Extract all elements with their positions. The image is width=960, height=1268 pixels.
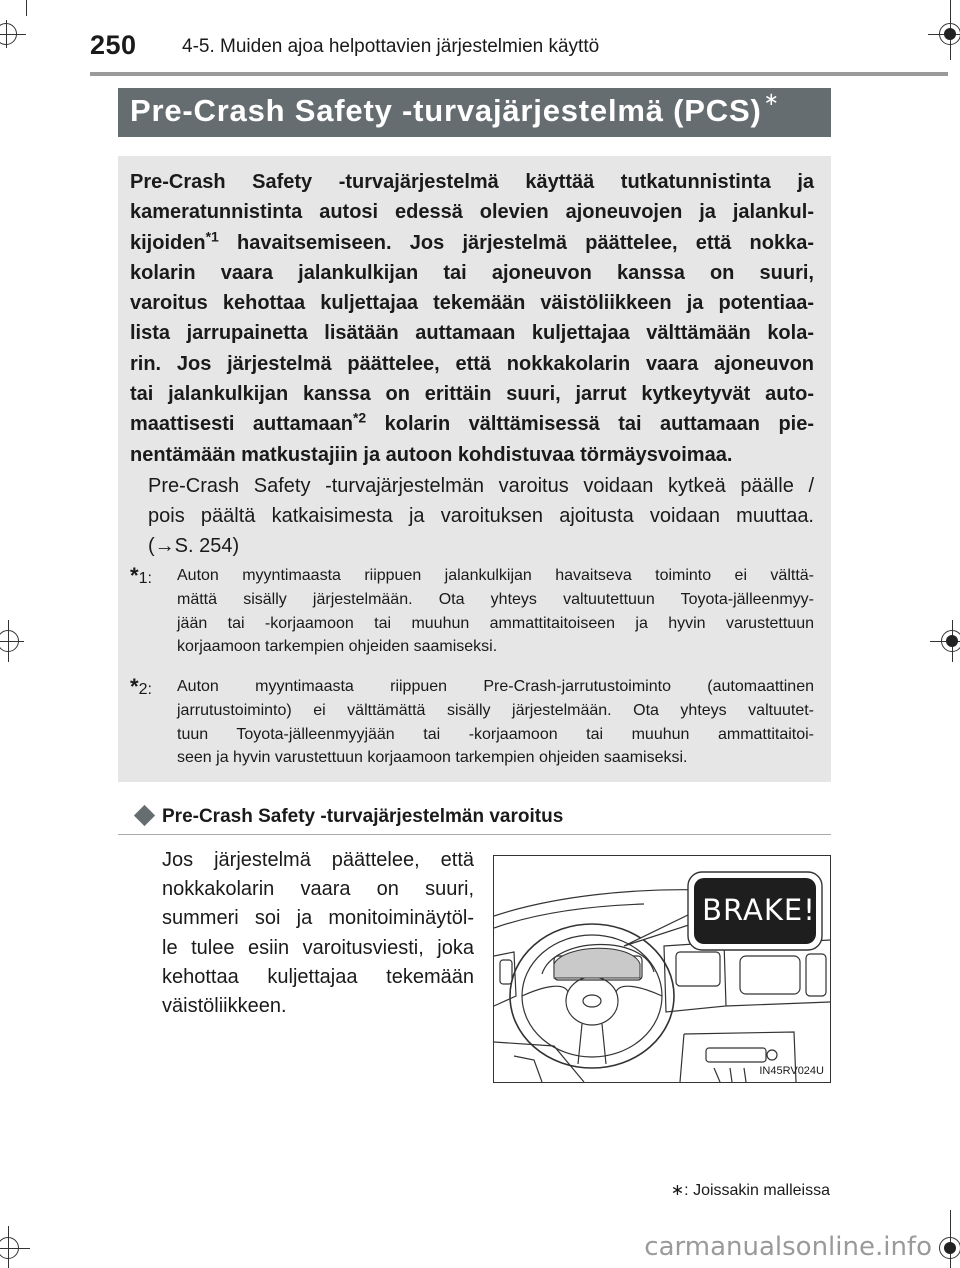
description-line: kehottaa kuljettajaa tekemään: [162, 965, 474, 988]
settings-note: [148, 471, 814, 561]
title-bar: [118, 88, 831, 137]
intro-line-part: kijoiden: [130, 231, 206, 254]
footnote-colon: :: [147, 570, 152, 587]
subsection-divider: [118, 834, 831, 835]
intro-line: Pre-Crash Safety -turvajärjestelmä käyttää tutkatunnistinta ja: [130, 171, 814, 193]
description-line: summeri soi ja monitoiminäytöl-: [162, 907, 474, 930]
page-title-text: Pre-Crash Safety -turvajärjestelmä (PCS): [130, 93, 762, 128]
intro-line-part: havaitsemiseen. Jos järjestelmä päättelee, että nokka-: [218, 231, 814, 254]
footnote-number: 2: [138, 681, 148, 698]
settings-note-line: Pre-Crash Safety -turvajärjestelmän varoitus voidaan kytkeä päälle /: [148, 475, 814, 497]
footnote-body: [177, 564, 814, 659]
intro-line: lista jarrupainetta lisätään auttamaan kuljettajaa välttämään kola-: [130, 322, 814, 345]
diamond-bullet-icon: [134, 805, 155, 826]
intro-box: [118, 156, 831, 782]
subsection-heading: Pre-Crash Safety -turvajärjestelmän varoitus: [162, 806, 564, 827]
watermark: carmanualsonline.info: [644, 1232, 932, 1262]
intro-line: rin. Jos järjestelmä päättelee, että nokkakolarin vaara ajoneuvon: [130, 352, 814, 375]
footnote-marker: [130, 564, 152, 591]
description-line: le tulee esiin varoitusviesti, joka: [162, 936, 474, 959]
dashboard-drawing: [494, 856, 830, 1082]
intro-line: kolarin vaara jalankulkijan tai ajoneuvon kanssa on suuri,: [130, 261, 814, 284]
model-availability-note: ∗: Joissakin malleissa: [670, 1182, 830, 1199]
model-asterisk: ∗: [763, 89, 780, 109]
description-line: Jos järjestelmä päättelee, että: [162, 849, 474, 871]
page-number: 250: [90, 30, 137, 60]
footnote-colon: :: [147, 681, 152, 698]
figure-code: IN45RV024U: [759, 1065, 824, 1077]
description-line: väistöliikkeen.: [162, 994, 287, 1017]
footnote-star: *: [130, 674, 139, 699]
dashboard-illustration: [493, 855, 831, 1083]
footnote-line: Auton myyntimaasta riippuen Pre-Crash-jarrutustoiminto (automaattinen: [177, 678, 814, 695]
intro-line-part: kolarin välttämisessä tai auttamaan pie-: [366, 413, 814, 436]
brake-warning-message: BRAKE!: [702, 893, 816, 927]
page-reference-link[interactable]: (→S. 254): [148, 535, 240, 557]
intro-line: nentämään matkustajiin ja autoon kohdistuvaa törmäysvoimaa.: [130, 443, 733, 466]
footnote-line: jarrutustoiminto) ei välttämättä sisälly järjestelmään. Ota yhteys valtuutet-: [177, 701, 814, 719]
description-line: nokkakolarin vaara on suuri,: [162, 878, 474, 901]
intro-line-with-note: [130, 409, 814, 439]
footnote-marker: [130, 675, 152, 702]
footnote-line: tuun Toyota-jälleenmyyjään tai -korjaamoon tai muuhun ammattitaitoi-: [177, 725, 814, 743]
intro-line: tai jalankulkijan kanssa on erittäin suuri, jarrut kytkeytyvät auto-: [130, 383, 814, 406]
settings-note-line: pois päältä katkaisimesta ja varoituksen ajoitusta voidaan muuttaa.: [148, 505, 814, 527]
section-title: 4-5. Muiden ajoa helpottavien järjestelmien käyttö: [182, 36, 600, 57]
header-divider: [90, 72, 948, 76]
footnote-body: [177, 675, 814, 770]
intro-line-with-note: [130, 228, 814, 258]
footnote-line: mättä sisälly järjestelmään. Ota yhteys valtuutettuun Toyota-jälleenmyy-: [177, 590, 814, 608]
footnote-number: 1: [138, 570, 148, 587]
footnote-ref-2: *2: [352, 409, 367, 426]
intro-line: varoitus kehottaa kuljettajaa tekemään väistöliikkeen ja potentiaa-: [130, 292, 814, 315]
footnote-line: seen ja hyvin varustettuun korjaamoon tarkempien ohjeiden saamiseksi.: [177, 749, 688, 767]
footnote-line: Auton myyntimaasta riippuen jalankulkijan havaitseva toiminto ei välttä-: [177, 567, 814, 584]
footnote-star: *: [130, 563, 139, 588]
footnote-line: korjaamoon tarkempien ohjeiden saamiseksi.: [177, 638, 498, 656]
warning-description: [162, 846, 474, 1021]
footnote-ref-1: *1: [205, 227, 219, 244]
intro-paragraph: [130, 167, 814, 470]
intro-line: kameratunnistinta autosi edessä olevien ajoneuvojen ja jalankul-: [130, 201, 814, 224]
footnote-line: jään tai -korjaamoon tai muuhun ammattitaitoiseen ja hyvin varustettuun: [177, 614, 814, 632]
intro-line-part: maattisesti auttamaan: [130, 413, 353, 436]
page-title: [130, 89, 780, 129]
